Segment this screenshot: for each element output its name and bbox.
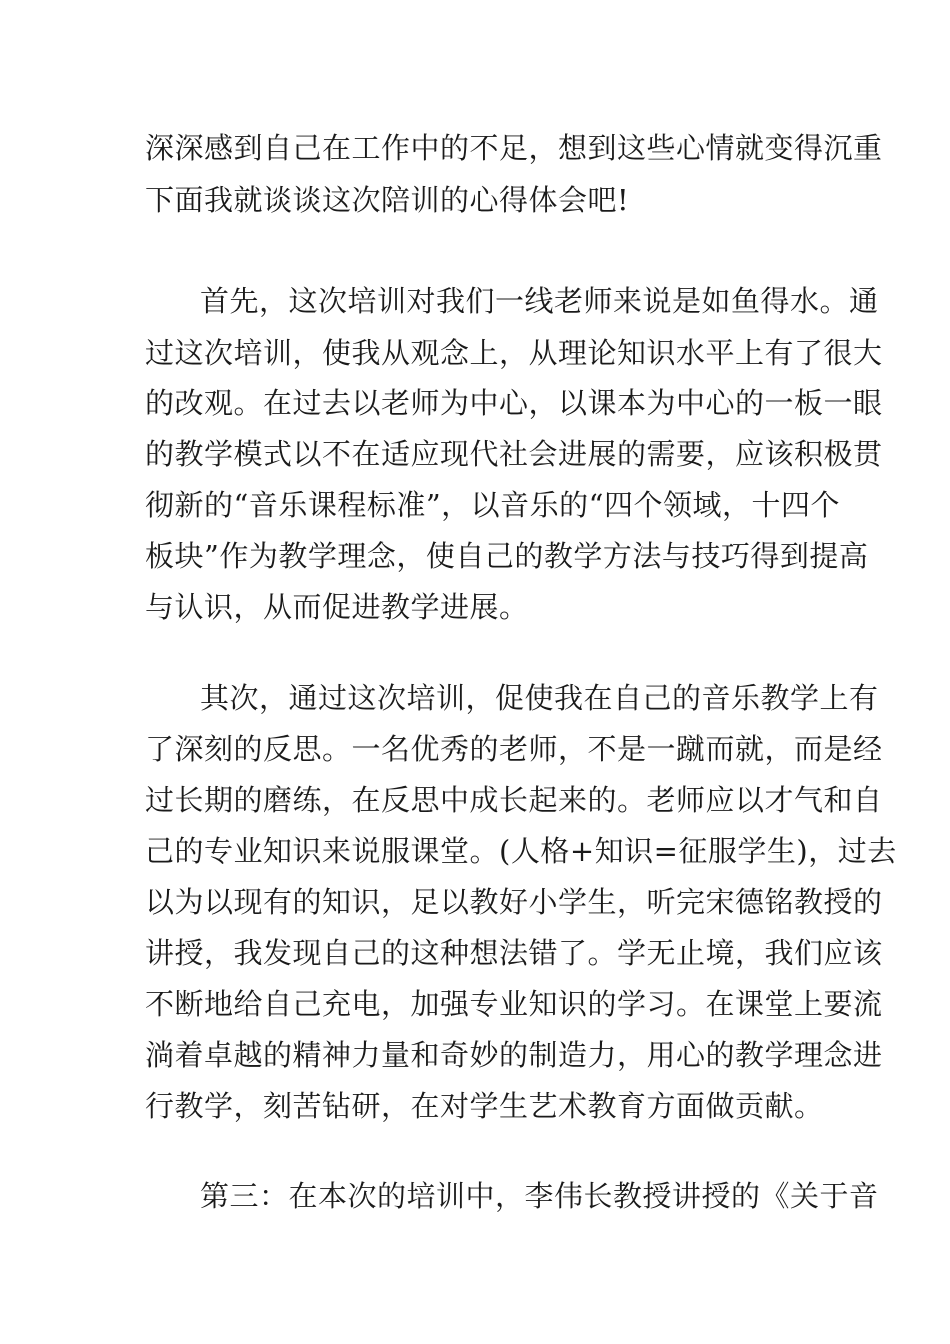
text-line: 行教学，刻苦钻研，在对学生艺术教育方面做贡献。 (145, 1089, 824, 1123)
text-line: 彻新的“音乐课程标准”，以音乐的“四个领域，十四个 (145, 488, 840, 522)
text-line: 淌着卓越的精神力量和奇妙的制造力，用心的教学理念进 (145, 1038, 883, 1072)
text-line: 了深刻的反思。一名优秀的老师，不是一蹴而就，而是经 (145, 732, 883, 766)
paragraph-first-line: 首先，这次培训对我们一线老师来说是如鱼得水。通 (200, 284, 879, 318)
text-line: 讲授，我发现自己的这种想法错了。学无止境，我们应该 (145, 936, 883, 970)
paragraph-first-line: 其次，通过这次培训，促使我在自己的音乐教学上有 (200, 681, 879, 715)
text-line: 己的专业知识来说服课堂。(人格+知识=征服学生)，过去 (145, 834, 897, 868)
text-line: 以为以现有的知识，足以教好小学生，听完宋德铭教授的 (145, 885, 883, 919)
text-line: 的教学模式以不在适应现代社会进展的需要，应该积极贯 (145, 437, 883, 471)
text-line: 深深感到自己在工作中的不足，想到这些心情就变得沉重 (145, 131, 883, 165)
text-line: 下面我就谈谈这次陪训的心得体会吧! (145, 183, 630, 217)
text-line: 不断地给自己充电，加强专业知识的学习。在课堂上要流 (145, 987, 883, 1021)
text-line: 的改观。在过去以老师为中心，以课本为中心的一板一眼 (145, 386, 883, 420)
paragraph-first-line: 第三：在本次的培训中，李伟长教授讲授的《关于音 (200, 1179, 879, 1213)
text-line: 板块”作为教学理念，使自己的教学方法与技巧得到提高 (145, 539, 869, 573)
text-line: 与认识，从而促进教学进展。 (145, 590, 529, 624)
text-line: 过这次培训，使我从观念上，从理论知识水平上有了很大 (145, 336, 883, 370)
text-line: 过长期的磨练，在反思中成长起来的。老师应以才气和自 (145, 783, 883, 817)
